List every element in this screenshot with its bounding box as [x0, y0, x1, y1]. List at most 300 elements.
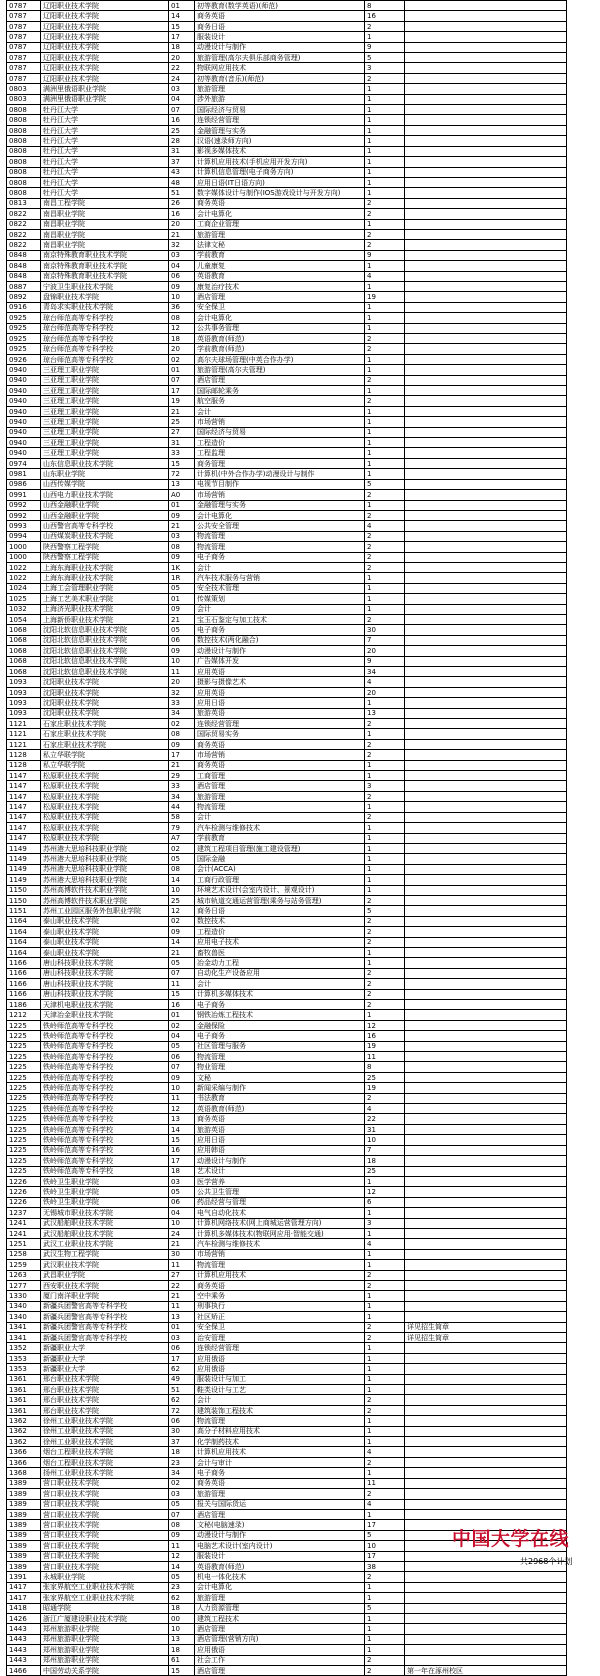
major-name-cell: 文秘(电脑速录): [195, 1520, 365, 1530]
school-name-cell: 上海东海职业技术学院: [41, 573, 169, 583]
plan-count-cell: 4: [365, 1104, 405, 1114]
major-code-cell: 18: [169, 1603, 195, 1613]
school-name-cell: 新疆职业大学: [41, 1353, 169, 1363]
table-row: [7, 1364, 567, 1374]
major-code-cell: 62: [169, 1395, 195, 1405]
school-name-cell: 牡丹江大学: [41, 115, 169, 125]
table-row: [7, 32, 567, 42]
school-name-cell: 营口职业技术学院: [41, 1561, 169, 1571]
school-name-cell: 烟台工程职业技术学院: [41, 1457, 169, 1467]
major-code-cell: 21: [169, 229, 195, 239]
table-row: [7, 843, 567, 853]
major-name-cell: 应用韩语: [195, 1145, 365, 1155]
plan-count-cell: 1: [365, 94, 405, 104]
school-code-cell: 0940: [7, 386, 41, 396]
major-name-cell: 动漫设计与制作: [195, 1156, 365, 1166]
school-name-cell: 泰山职业技术学院: [41, 916, 169, 926]
school-name-cell: 南京特殊教育职业技术学院: [41, 261, 169, 271]
school-code-cell: 1443: [7, 1624, 41, 1634]
admission-plan-sheet: [6, 0, 566, 1676]
major-name-cell: 电视节目制作: [195, 479, 365, 489]
major-name-cell: 动漫设计与制作: [195, 1530, 365, 1540]
table-row: [7, 552, 567, 562]
school-code-cell: 1241: [7, 1218, 41, 1228]
major-name-cell: 商务英语: [195, 11, 365, 21]
school-code-cell: 0926: [7, 354, 41, 364]
remark-cell: [405, 1, 567, 11]
school-name-cell: 天津冶金职业技术学院: [41, 1010, 169, 1020]
school-code-cell: 1068: [7, 625, 41, 635]
school-name-cell: 沈阳北软信息职业技术学院: [41, 625, 169, 635]
major-name-cell: 汽车技术服务与营销: [195, 573, 365, 583]
major-name-cell: 旅游管理: [195, 791, 365, 801]
plan-count-cell: 30: [365, 625, 405, 635]
school-name-cell: 郑州旅游职业学院: [41, 1634, 169, 1644]
remark-cell: [405, 1343, 567, 1353]
plan-count-cell: 18: [365, 1156, 405, 1166]
school-code-cell: 0822: [7, 229, 41, 239]
school-name-cell: 郑州旅游职业学院: [41, 1624, 169, 1634]
school-name-cell: 铁岭卫生职业学院: [41, 1176, 169, 1186]
school-name-cell: 牡丹江大学: [41, 136, 169, 146]
table-row: [7, 1041, 567, 1051]
major-name-cell: 公共卫生管理: [195, 1187, 365, 1197]
school-code-cell: 0787: [7, 73, 41, 83]
remark-cell: [405, 323, 567, 333]
remark-cell: [405, 843, 567, 853]
major-code-cell: 09: [169, 1072, 195, 1082]
school-code-cell: 1150: [7, 895, 41, 905]
major-code-cell: 09: [169, 646, 195, 656]
table-row: [7, 1218, 567, 1228]
major-name-cell: 汉语(速录师方向): [195, 136, 365, 146]
plan-count-cell: 1: [365, 500, 405, 510]
remark-cell: [405, 583, 567, 593]
major-name-cell: 学前教育(师范): [195, 344, 365, 354]
major-name-cell: 商务英语: [195, 739, 365, 749]
major-code-cell: 16: [169, 209, 195, 219]
major-code-cell: 03: [169, 1176, 195, 1186]
major-name-cell: 宝玉石鉴定与加工技术: [195, 614, 365, 624]
major-code-cell: 30: [169, 1249, 195, 1259]
school-name-cell: 新疆职业大学: [41, 1343, 169, 1353]
school-name-cell: 营口职业技术学院: [41, 1509, 169, 1519]
major-name-cell: 电子商务: [195, 625, 365, 635]
major-code-cell: 25: [169, 417, 195, 427]
table-row: [7, 73, 567, 83]
major-code-cell: 10: [169, 656, 195, 666]
major-name-cell: 鞋类设计与工艺: [195, 1385, 365, 1395]
school-name-cell: 上海东海职业技术学院: [41, 562, 169, 572]
major-name-cell: 物业管理: [195, 1062, 365, 1072]
remark-cell: [405, 687, 567, 697]
remark-cell: [405, 479, 567, 489]
school-code-cell: 1147: [7, 771, 41, 781]
major-name-cell: 会计电算化: [195, 313, 365, 323]
remark-cell: [405, 427, 567, 437]
plan-count-cell: 1: [365, 604, 405, 614]
table-row: [7, 510, 567, 520]
major-code-cell: 20: [169, 344, 195, 354]
table-row: [7, 1239, 567, 1249]
remark-cell: [405, 271, 567, 281]
plan-count-cell: 2: [365, 209, 405, 219]
major-name-cell: 艺术设计: [195, 1166, 365, 1176]
remark-cell: [405, 656, 567, 666]
major-name-cell: 商务管理: [195, 458, 365, 468]
major-name-cell: 城市轨道交通运营管理(乘务与站务管理): [195, 895, 365, 905]
school-code-cell: 0808: [7, 177, 41, 187]
plan-count-cell: 1: [365, 32, 405, 42]
plan-count-cell: 1: [365, 1301, 405, 1311]
school-name-cell: 铁岭师范高等专科学校: [41, 1135, 169, 1145]
school-code-cell: 1212: [7, 1010, 41, 1020]
school-code-cell: 0803: [7, 94, 41, 104]
major-name-cell: 建筑装饰工程技术: [195, 1405, 365, 1415]
remark-cell: [405, 375, 567, 385]
major-code-cell: 21: [169, 760, 195, 770]
plan-count-cell: 17: [365, 1551, 405, 1561]
school-name-cell: 山东职业学院: [41, 469, 169, 479]
remark-cell: [405, 157, 567, 167]
plan-table-body: [7, 1, 570, 1676]
major-code-cell: 07: [169, 105, 195, 115]
school-name-cell: 青岛求实职业技术学院: [41, 302, 169, 312]
school-code-cell: 0991: [7, 490, 41, 500]
major-code-cell: 14: [169, 11, 195, 21]
major-name-cell: 会计电算化: [195, 209, 365, 219]
major-code-cell: 17: [169, 1353, 195, 1363]
remark-cell: [405, 1249, 567, 1259]
remark-cell: [405, 885, 567, 895]
major-code-cell: 27: [169, 427, 195, 437]
major-name-cell: 书法教育: [195, 1093, 365, 1103]
major-name-cell: 工程监理: [195, 448, 365, 458]
school-code-cell: 1251: [7, 1239, 41, 1249]
plan-count-cell: 1: [365, 833, 405, 843]
school-code-cell: 0822: [7, 209, 41, 219]
major-name-cell: 国际贸易实务: [195, 729, 365, 739]
major-name-cell: 化学制药技术: [195, 1437, 365, 1447]
major-name-cell: 刑事执行: [195, 1301, 365, 1311]
school-code-cell: 1225: [7, 1072, 41, 1082]
remark-cell: [405, 1312, 567, 1322]
major-code-cell: 12: [169, 1551, 195, 1561]
plan-count-cell: 25: [365, 1072, 405, 1082]
major-name-cell: 电子商务: [195, 552, 365, 562]
school-name-cell: 山西电力职业技术学院: [41, 490, 169, 500]
plan-count-cell: 1: [365, 167, 405, 177]
major-code-cell: 02: [169, 843, 195, 853]
table-row: [7, 989, 567, 999]
major-name-cell: 摄影与摄像艺术: [195, 677, 365, 687]
remark-cell: [405, 11, 567, 21]
major-code-cell: 72: [169, 1405, 195, 1415]
school-code-cell: 1340: [7, 1301, 41, 1311]
remark-cell: 详见招生简章: [405, 1322, 567, 1332]
plan-count-cell: 4: [365, 677, 405, 687]
school-code-cell: 0787: [7, 63, 41, 73]
major-name-cell: 会计: [195, 604, 365, 614]
plan-count-cell: 12: [365, 1020, 405, 1030]
school-name-cell: 新疆职业大学: [41, 1364, 169, 1374]
major-code-cell: 03: [169, 1333, 195, 1343]
school-code-cell: 1226: [7, 1197, 41, 1207]
table-row: [7, 375, 567, 385]
plan-count-cell: 2: [365, 750, 405, 760]
remark-cell: [405, 125, 567, 135]
school-name-cell: 苏州港大思培科技职业学院: [41, 843, 169, 853]
school-code-cell: 1341: [7, 1322, 41, 1332]
school-name-cell: 新疆兵团警官高等专科学校: [41, 1322, 169, 1332]
school-name-cell: 浙江广厦建设职业技术学院: [41, 1613, 169, 1623]
school-code-cell: 1361: [7, 1405, 41, 1415]
plan-count-cell: 2: [365, 229, 405, 239]
remark-cell: [405, 864, 567, 874]
remark-cell: [405, 32, 567, 42]
school-name-cell: 张家界航空工业职业技术学院: [41, 1593, 169, 1603]
major-name-cell: 商务英语: [195, 1280, 365, 1290]
plan-count-cell: 1: [365, 302, 405, 312]
remark-cell: [405, 875, 567, 885]
school-code-cell: 1121: [7, 739, 41, 749]
plan-count-cell: 1: [365, 1509, 405, 1519]
major-name-cell: 应用俄语: [195, 1353, 365, 1363]
remark-cell: [405, 916, 567, 926]
table-row: [7, 614, 567, 624]
table-row: [7, 833, 567, 843]
table-row: [7, 1457, 567, 1467]
plan-count-cell: 2: [365, 812, 405, 822]
major-code-cell: 79: [169, 823, 195, 833]
plan-count-cell: 1: [365, 406, 405, 416]
school-name-cell: 新疆兵团警官高等专科学校: [41, 1312, 169, 1322]
plan-count-cell: 17: [365, 1520, 405, 1530]
school-name-cell: 铁岭师范高等专科学校: [41, 1062, 169, 1072]
plan-count-cell: 19: [365, 292, 405, 302]
table-row: [7, 719, 567, 729]
table-row: [7, 188, 567, 198]
remark-cell: [405, 1062, 567, 1072]
major-name-cell: 动漫设计与制作: [195, 42, 365, 52]
school-code-cell: 0940: [7, 406, 41, 416]
remark-cell: [405, 1093, 567, 1103]
major-code-cell: 14: [169, 937, 195, 947]
table-row: [7, 1437, 567, 1447]
major-name-cell: 国际邮轮乘务: [195, 386, 365, 396]
major-code-cell: 10: [169, 1218, 195, 1228]
remark-cell: [405, 1020, 567, 1030]
remark-cell: [405, 1124, 567, 1134]
school-name-cell: 牡丹江大学: [41, 125, 169, 135]
school-code-cell: 0940: [7, 448, 41, 458]
major-code-cell: 26: [169, 198, 195, 208]
major-code-cell: 25: [169, 895, 195, 905]
remark-cell: [405, 542, 567, 552]
plan-count-cell: 16: [365, 11, 405, 21]
school-code-cell: 1022: [7, 573, 41, 583]
table-row: [7, 1603, 567, 1613]
major-code-cell: 07: [169, 968, 195, 978]
major-name-cell: 应用电子技术: [195, 937, 365, 947]
school-name-cell: 沈阳职业技术学院: [41, 687, 169, 697]
school-name-cell: 苏州港大思培科技职业学院: [41, 864, 169, 874]
major-name-cell: 计算机应用技术(手机应用开发方向): [195, 157, 365, 167]
major-name-cell: 报关与国际货运: [195, 1499, 365, 1509]
school-code-cell: 1164: [7, 927, 41, 937]
table-row: [7, 708, 567, 718]
school-name-cell: 三亚理工职业学院: [41, 448, 169, 458]
table-row: [7, 781, 567, 791]
table-row: [7, 240, 567, 250]
plan-count-cell: 1: [365, 136, 405, 146]
plan-count-cell: 2: [365, 1000, 405, 1010]
remark-cell: [405, 292, 567, 302]
plan-count-cell: 4: [365, 271, 405, 281]
table-row: [7, 469, 567, 479]
remark-cell: [405, 812, 567, 822]
major-name-cell: 物流管理: [195, 1260, 365, 1270]
plan-count-cell: 2: [365, 344, 405, 354]
school-code-cell: 0848: [7, 271, 41, 281]
plan-count-cell: 1: [365, 146, 405, 156]
major-code-cell: 08: [169, 542, 195, 552]
school-name-cell: 唐山科技职业技术学院: [41, 958, 169, 968]
plan-count-cell: 31: [365, 1124, 405, 1134]
school-code-cell: 0808: [7, 167, 41, 177]
table-row: [7, 604, 567, 614]
table-row: [7, 1291, 567, 1301]
remark-cell: [405, 510, 567, 520]
major-name-cell: 初等教育(音乐)(师范): [195, 73, 365, 83]
school-name-cell: 辽阳职业技术学院: [41, 42, 169, 52]
table-row: [7, 1395, 567, 1405]
major-name-cell: 酒店管理: [195, 1509, 365, 1519]
school-name-cell: 辽阳职业技术学院: [41, 53, 169, 63]
major-name-cell: 旅游管理: [195, 229, 365, 239]
table-row: [7, 594, 567, 604]
table-row: [7, 115, 567, 125]
school-name-cell: 满洲里俄语职业学院: [41, 94, 169, 104]
plan-count-cell: 1: [365, 157, 405, 167]
school-code-cell: 0925: [7, 344, 41, 354]
major-name-cell: 商务英语: [195, 1114, 365, 1124]
table-row: [7, 771, 567, 781]
remark-cell: [405, 146, 567, 156]
school-name-cell: 三亚理工职业学院: [41, 375, 169, 385]
plan-count-cell: 20: [365, 646, 405, 656]
school-name-cell: 铁岭师范高等专科学校: [41, 1072, 169, 1082]
major-name-cell: 应用俄语: [195, 1645, 365, 1655]
plan-count-cell: 1: [365, 261, 405, 271]
major-code-cell: 02: [169, 719, 195, 729]
school-code-cell: 1443: [7, 1634, 41, 1644]
major-code-cell: 1K: [169, 562, 195, 572]
major-code-cell: 20: [169, 677, 195, 687]
major-code-cell: 11: [169, 979, 195, 989]
school-code-cell: 1226: [7, 1176, 41, 1186]
school-name-cell: 厦门南洋职业学院: [41, 1291, 169, 1301]
plan-count-cell: 1: [365, 1645, 405, 1655]
plan-count-cell: 12: [365, 1187, 405, 1197]
school-name-cell: 张家界航空工业职业技术学院: [41, 1582, 169, 1592]
remark-cell: [405, 365, 567, 375]
major-code-cell: 03: [169, 1489, 195, 1499]
school-name-cell: 中国劳动关系学院: [41, 1666, 169, 1676]
major-name-cell: 冶金动力工程: [195, 958, 365, 968]
major-name-cell: 工商行政管理: [195, 875, 365, 885]
major-name-cell: 人力资源管理: [195, 1603, 365, 1613]
plan-count-cell: 1: [365, 125, 405, 135]
plan-count-cell: 2: [365, 937, 405, 947]
major-name-cell: 商务日语: [195, 906, 365, 916]
school-code-cell: 1340: [7, 1312, 41, 1322]
school-name-cell: 沈阳职业技术学院: [41, 698, 169, 708]
school-name-cell: 苏州高博软件技术职业学院: [41, 885, 169, 895]
school-name-cell: 辽阳职业技术学院: [41, 73, 169, 83]
major-code-cell: 15: [169, 21, 195, 31]
school-name-cell: 私立华联学院: [41, 750, 169, 760]
table-row: [7, 229, 567, 239]
plan-count-cell: 2: [365, 1093, 405, 1103]
major-code-cell: 06: [169, 1343, 195, 1353]
school-name-cell: 新疆兵团警官高等专科学校: [41, 1333, 169, 1343]
plan-count-cell: 1: [365, 458, 405, 468]
major-name-cell: 电子商务: [195, 1031, 365, 1041]
school-name-cell: 陕西警察工程学院: [41, 552, 169, 562]
school-name-cell: 松原职业技术学院: [41, 823, 169, 833]
school-name-cell: 盘锦职业技术学院: [41, 292, 169, 302]
major-name-cell: 酒店管理: [195, 292, 365, 302]
remark-cell: [405, 1052, 567, 1062]
table-row: [7, 1426, 567, 1436]
table-row: [7, 136, 567, 146]
plan-count-cell: 5: [365, 1530, 405, 1540]
major-name-cell: 商务英语: [195, 198, 365, 208]
major-code-cell: 17: [169, 32, 195, 42]
major-name-cell: 旅游管理: [195, 1593, 365, 1603]
plan-count-cell: 2: [365, 198, 405, 208]
table-row: [7, 1645, 567, 1655]
school-name-cell: 泰山职业技术学院: [41, 937, 169, 947]
major-name-cell: 社区管理与服务: [195, 1041, 365, 1051]
remark-cell: [405, 1593, 567, 1603]
remark-cell: [405, 562, 567, 572]
school-code-cell: 1032: [7, 604, 41, 614]
major-name-cell: 计算机(中外合作办学)动漫设计与制作: [195, 469, 365, 479]
school-name-cell: 山西金融职业学院: [41, 500, 169, 510]
plan-count-cell: 1: [365, 105, 405, 115]
school-code-cell: 1225: [7, 1083, 41, 1093]
school-code-cell: 0848: [7, 261, 41, 271]
plan-count-cell: 2: [365, 73, 405, 83]
school-code-cell: 1389: [7, 1530, 41, 1540]
remark-cell: [405, 188, 567, 198]
school-name-cell: 邢台职业技术学院: [41, 1395, 169, 1405]
major-name-cell: 公共安全管理: [195, 521, 365, 531]
school-name-cell: 徐州工业职业技术学院: [41, 1416, 169, 1426]
major-code-cell: 15: [169, 1666, 195, 1676]
major-name-cell: 物流管理: [195, 531, 365, 541]
remark-cell: [405, 791, 567, 801]
remark-cell: [405, 1405, 567, 1415]
school-name-cell: 泰山职业技术学院: [41, 927, 169, 937]
major-name-cell: 计算机网络技术(网上商城运营管理方向): [195, 1218, 365, 1228]
school-code-cell: 1366: [7, 1447, 41, 1457]
table-row: [7, 271, 567, 281]
major-name-cell: 数控技术(两化融合): [195, 635, 365, 645]
school-code-cell: 0822: [7, 219, 41, 229]
